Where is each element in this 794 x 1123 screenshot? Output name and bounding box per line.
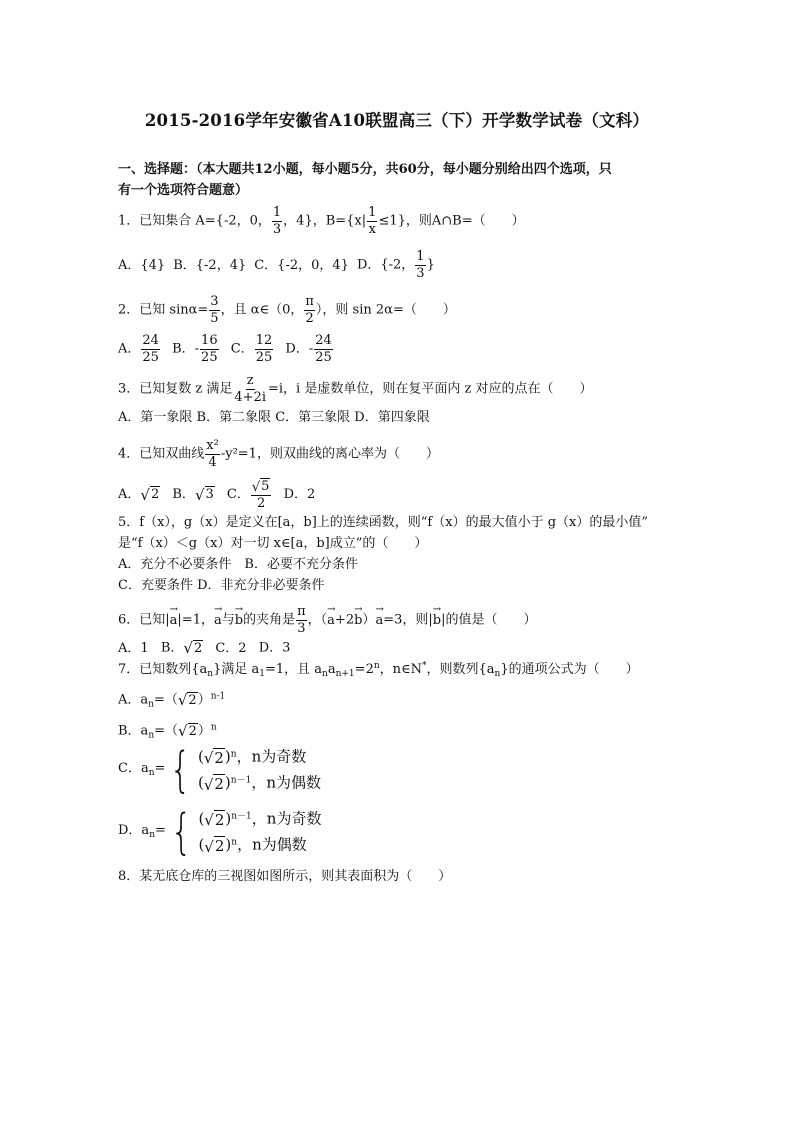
question-5-options-2: C．充要条件 D．非充分非必要条件 xyxy=(118,578,325,593)
question-7-option-c: C．$a_n=$ { ( √ 2 )$^n$，n为奇数 ( √ 2 )$^{n-1}$，n为偶数 xyxy=(118,742,321,798)
fraction: $\frac{12}{25}$ xyxy=(255,333,273,365)
sqrt: √ 2 xyxy=(177,691,197,710)
fraction: $\frac{\pi}{3}$ xyxy=(297,604,306,636)
section-header-line2: 有一个选项符合题意） xyxy=(118,183,249,198)
sqrt: √ 2 xyxy=(183,639,203,658)
question-7-option-a: A．$a_n=$（ √ 2 ）$^{n-1}$ xyxy=(118,691,226,710)
question-3: 3．已知复数 z 满足 $\frac{z}{4+2i}$ =i，i 是虚数单位，则在复平面内 z 对应的点在（ ） xyxy=(118,373,593,405)
sqrt: √ 3 xyxy=(194,485,214,504)
fraction: $\frac{\pi}{2}$ xyxy=(305,294,314,326)
fraction: $\frac{z}{4+2i}$ xyxy=(234,373,266,405)
question-6: 6．已知|→ a|=1，→ a与→ b的夹角是 $\frac{\pi}{3}$ ，（→ a+2→ b）→ a=3，则|→ b|的值是（ ） xyxy=(118,605,536,635)
question-8: 8．某无底仓库的三视图如图所示，则其表面积为（ ） xyxy=(118,869,452,884)
question-7: 7．已知数列$\{a_n\}$满足 $a_1=1$，且 $a_na_{n+1}=2^n$，n∈N*，则数列$\{a_n\}$的通项公式为（ ） xyxy=(118,661,639,679)
fraction: $\frac{24}{25}$ xyxy=(315,333,332,365)
fraction: $\frac{1}{x}$ xyxy=(368,205,377,237)
question-2: 2．已知 sinα= $\frac{3}{5}$ ，且 α∈（0， $\frac{\pi}{2}$ ），则 sin 2α=（ ） xyxy=(118,294,456,326)
fraction: √ 5 2 xyxy=(251,479,270,512)
question-5-options-1: A．充分不必要条件 B．必要不充分条件 xyxy=(118,557,358,572)
question-5-line2: 是“f（x）＜g（x）对一切 x∈[a，b]成立”的（ ） xyxy=(118,536,428,551)
fraction: $\frac{1}{3}$ xyxy=(272,205,282,237)
question-4: 4．已知双曲线 $\frac{\text{x²}}{4}$ -y²=1，则双曲线的离心率为（ ） xyxy=(118,438,439,470)
question-7-option-d: D．$a_n=$ { ( √ 2 )$^{n-1}$，n为奇数 ( √ 2 )$^n$，n为偶数 xyxy=(118,804,322,860)
fraction: $\frac{16}{25}$ xyxy=(201,333,218,365)
fraction: $\frac{3}{5}$ xyxy=(210,294,219,326)
question-4-options: A． √ 2 B． √ 3 C． √ 5 2 D．2 xyxy=(118,479,316,512)
sqrt: √ 2 xyxy=(178,722,197,741)
question-7-option-b: B．$a_n=$（ √ 2 ）$^n$ xyxy=(118,722,217,741)
fraction: $\frac{\text{x²}}{4}$ xyxy=(206,438,219,470)
brace-icon: { xyxy=(169,742,192,798)
fraction: $\frac{1}{3}$ xyxy=(416,249,425,281)
question-5-line1: 5．f（x），g（x）是定义在[a，b]上的连续函数，则“f（x）的最大值小于 g（x）的最小值” xyxy=(118,515,649,530)
question-3-options: A．第一象限 B．第二象限 C．第三象限 D．第四象限 xyxy=(118,410,430,425)
sqrt: √ 2 xyxy=(140,485,160,504)
fraction: $\frac{24}{25}$ xyxy=(142,333,159,365)
page-title: 2015-2016学年安徽省A10联盟高三（下）开学数学试卷（文科） xyxy=(144,111,650,130)
question-1: 1．已知集合 A={-2，0， $\frac{1}{3}$ ，4}，B={x| $\frac{1}{x}$ ≤1}，则A∩B=（ ） xyxy=(118,205,525,237)
question-2-options: A． $\frac{24}{25}$ B．- $\frac{16}{25}$ C． $\frac{12}{25}$ D．- $\frac{24}{25}$ xyxy=(118,333,332,365)
section-header-line1: 一、选择题：（本大题共12小题，每小题5分，共60分，每小题分别给出四个选项，只 xyxy=(118,162,612,177)
brace-icon: { xyxy=(170,804,192,860)
question-6-options: A．1 B． √ 2 C．2 D．3 xyxy=(118,639,291,658)
question-1-options: A．{4} B．{-2，4} C．{-2，0，4} D．{-2， $\frac{1}{3}$ } xyxy=(118,249,435,281)
